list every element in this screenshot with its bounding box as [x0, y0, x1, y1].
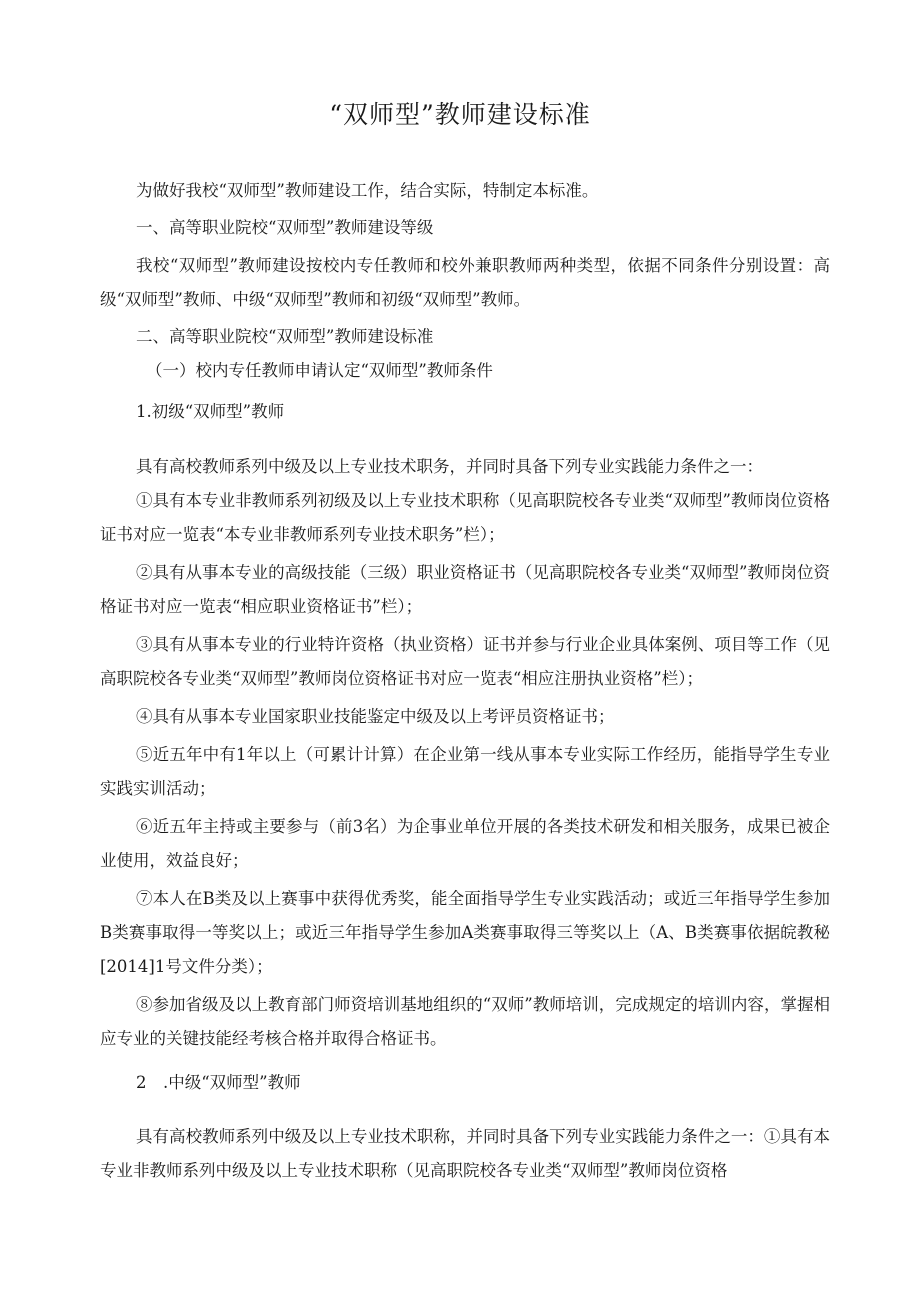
subsection-1-heading: （一）校内专任教师申请认定“双师型”教师条件 [146, 361, 493, 380]
condition-item-4: ④具有从事本专业国家职业技能鉴定中级及以上考评员资格证书； [136, 707, 615, 726]
section-1-heading: 一、高等职业院校“双师型”教师建设等级 [136, 218, 434, 237]
level-2-intro: 具有高校教师系列中级及以上专业技术职称，并同时具备下列专业实践能力条件之一：①具有本专业非教师系列中级及以上专业技术职称（见高职院校各专业类“双师型”教师岗位资格 [100, 1127, 830, 1180]
condition-item-1: ①具有本专业非教师系列初级及以上专业技术职称（见高职院校各专业类“双师型”教师岗位资格证书对应一览表“本专业非教师系列专业技术职务”栏）； [100, 491, 830, 544]
intro-paragraph: 为做好我校“双师型”教师建设工作，结合实际，特制定本标准。 [136, 181, 599, 200]
condition-item-8: ⑧参加省级及以上教育部门师资培训基地组织的“双师”教师培训，完成规定的培训内容，掌握相应专业的关键技能经考核合格并取得合格证书。 [100, 995, 830, 1048]
condition-item-2: ②具有从事本专业的高级技能（三级）职业资格证书（见高职院校各专业类“双师型”教师岗位资格证书对应一览表“相应职业资格证书”栏）； [100, 563, 830, 616]
level-2-heading: 2 .中级“双师型”教师 [136, 1073, 301, 1092]
level-1-intro: 具有高校教师系列中级及以上专业技术职务，并同时具备下列专业实践能力条件之一： [136, 457, 763, 476]
section-2-heading: 二、高等职业院校“双师型”教师建设标准 [136, 327, 434, 346]
document-title: “双师型”教师建设标准 [329, 100, 591, 129]
condition-item-7: ⑦本人在B类及以上赛事中获得优秀奖，能全面指导学生专业实践活动；或近三年指导学生参加B类赛事取得一等奖以上；或近三年指导学生参加A类赛事取得三等奖以上（A、B类赛事依据皖教秘[2014]1号文件分类）； [100, 889, 830, 976]
section-1-body: 我校“双师型”教师建设按校内专任教师和校外兼职教师两种类型，依据不同条件分别设置：高级“双师型”教师、中级“双师型”教师和初级“双师型”教师。 [100, 256, 830, 309]
condition-item-3: ③具有从事本专业的行业特许资格（执业资格）证书并参与行业企业具体案例、项目等工作（见高职院校各专业类“双师型”教师岗位资格证书对应一览表“相应注册执业资格”栏）； [100, 635, 830, 688]
condition-item-5: ⑤近五年中有1年以上（可累计计算）在企业第一线从事本专业实际工作经历，能指导学生专业实践实训活动； [100, 745, 830, 798]
condition-item-6: ⑥近五年主持或主要参与（前3名）为企事业单位开展的各类技术研发和相关服务，成果已被企业使用，效益良好； [100, 817, 830, 870]
level-1-heading: 1.初级“双师型”教师 [136, 402, 285, 421]
